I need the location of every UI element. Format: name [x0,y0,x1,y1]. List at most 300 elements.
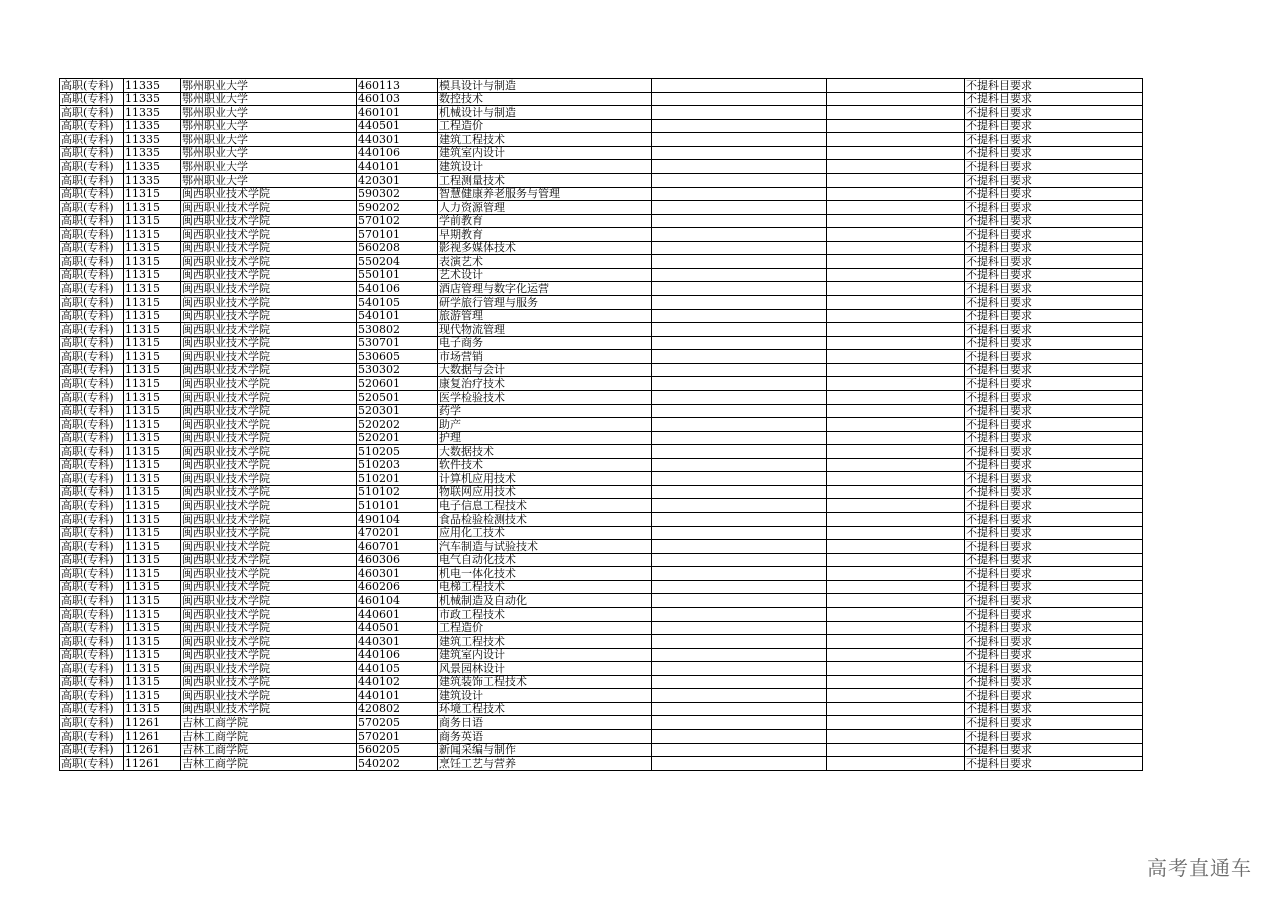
major-code-cell: 510101 [357,499,438,513]
major-name-cell: 建筑工程技术 [438,635,652,649]
blank-cell-a [652,119,827,133]
subject-requirement-cell: 不提科目要求 [965,607,1143,621]
blank-cell-b [827,323,965,337]
subject-requirement-cell: 不提科目要求 [965,418,1143,432]
major-code-cell: 460301 [357,567,438,581]
school-code-cell: 11261 [124,730,181,744]
subject-requirement-cell: 不提科目要求 [965,445,1143,459]
major-code-cell: 590302 [357,187,438,201]
subject-requirement-cell: 不提科目要求 [965,730,1143,744]
table-row [60,485,1143,499]
subject-requirement-cell: 不提科目要求 [965,336,1143,350]
school-code-cell: 11315 [124,594,181,608]
blank-cell-b [827,160,965,174]
school-name-cell: 闽西职业技术学院 [181,404,357,418]
school-name-cell: 闽西职业技术学院 [181,675,357,689]
table-row [60,526,1143,540]
school-name-cell: 鄂州职业大学 [181,119,357,133]
school-code-cell: 11315 [124,689,181,703]
table-row [60,730,1143,744]
major-name-cell: 研学旅行管理与服务 [438,296,652,310]
table-row [60,418,1143,432]
school-code-cell: 11315 [124,662,181,676]
level-cell: 高职(专科) [60,689,124,703]
major-code-cell: 440501 [357,119,438,133]
subject-requirement-cell: 不提科目要求 [965,282,1143,296]
blank-cell-b [827,119,965,133]
blank-cell-b [827,499,965,513]
school-name-cell: 闽西职业技术学院 [181,580,357,594]
blank-cell-b [827,173,965,187]
major-code-cell: 440301 [357,133,438,147]
major-name-cell: 影视多媒体技术 [438,241,652,255]
major-code-cell: 560205 [357,743,438,757]
blank-cell-a [652,282,827,296]
table-row [60,309,1143,323]
table-row [60,716,1143,730]
subject-requirement-cell: 不提科目要求 [965,485,1143,499]
school-code-cell: 11315 [124,296,181,310]
table-row [60,689,1143,703]
blank-cell-a [652,553,827,567]
major-code-cell: 440102 [357,675,438,689]
blank-cell-a [652,716,827,730]
school-name-cell: 闽西职业技术学院 [181,187,357,201]
major-code-cell: 510205 [357,445,438,459]
major-code-cell: 530802 [357,323,438,337]
major-name-cell: 人力资源管理 [438,201,652,215]
school-code-cell: 11315 [124,187,181,201]
major-name-cell: 计算机应用技术 [438,472,652,486]
school-code-cell: 11261 [124,716,181,730]
blank-cell-a [652,309,827,323]
major-code-cell: 440101 [357,160,438,174]
school-code-cell: 11261 [124,757,181,771]
school-name-cell: 吉林工商学院 [181,743,357,757]
school-name-cell: 闽西职业技术学院 [181,201,357,215]
major-code-cell: 440106 [357,146,438,160]
subject-requirement-cell: 不提科目要求 [965,648,1143,662]
school-name-cell: 闽西职业技术学院 [181,594,357,608]
major-name-cell: 现代物流管理 [438,323,652,337]
school-code-cell: 11335 [124,173,181,187]
blank-cell-b [827,363,965,377]
blank-cell-a [652,730,827,744]
level-cell: 高职(专科) [60,743,124,757]
table-body [60,79,1143,771]
school-name-cell: 闽西职业技术学院 [181,540,357,554]
table-row [60,499,1143,513]
blank-cell-b [827,336,965,350]
school-code-cell: 11315 [124,241,181,255]
level-cell: 高职(专科) [60,377,124,391]
major-name-cell: 电子信息工程技术 [438,499,652,513]
level-cell: 高职(专科) [60,336,124,350]
blank-cell-a [652,757,827,771]
major-name-cell: 市场营销 [438,350,652,364]
school-code-cell: 11315 [124,350,181,364]
level-cell: 高职(专科) [60,106,124,120]
school-code-cell: 11335 [124,146,181,160]
major-code-cell: 460113 [357,79,438,93]
subject-requirement-cell: 不提科目要求 [965,458,1143,472]
school-code-cell: 11335 [124,106,181,120]
major-code-cell: 570101 [357,228,438,242]
blank-cell-a [652,662,827,676]
level-cell: 高职(专科) [60,485,124,499]
school-code-cell: 11315 [124,431,181,445]
blank-cell-b [827,296,965,310]
school-name-cell: 闽西职业技术学院 [181,553,357,567]
level-cell: 高职(专科) [60,228,124,242]
blank-cell-b [827,92,965,106]
major-name-cell: 大数据技术 [438,445,652,459]
subject-requirement-cell: 不提科目要求 [965,268,1143,282]
school-name-cell: 鄂州职业大学 [181,160,357,174]
major-name-cell: 建筑工程技术 [438,133,652,147]
major-code-cell: 440601 [357,607,438,621]
blank-cell-a [652,607,827,621]
major-code-cell: 460206 [357,580,438,594]
school-name-cell: 闽西职业技术学院 [181,513,357,527]
blank-cell-b [827,282,965,296]
school-code-cell: 11315 [124,526,181,540]
blank-cell-a [652,268,827,282]
major-code-cell: 570205 [357,716,438,730]
subject-requirement-cell: 不提科目要求 [965,173,1143,187]
subject-requirement-cell: 不提科目要求 [965,133,1143,147]
school-name-cell: 鄂州职业大学 [181,146,357,160]
level-cell: 高职(专科) [60,323,124,337]
table-row [60,390,1143,404]
table-row [60,472,1143,486]
major-code-cell: 420301 [357,173,438,187]
level-cell: 高职(专科) [60,445,124,459]
school-code-cell: 11315 [124,513,181,527]
level-cell: 高职(专科) [60,296,124,310]
major-name-cell: 工程造价 [438,119,652,133]
blank-cell-a [652,92,827,106]
school-name-cell: 闽西职业技术学院 [181,445,357,459]
blank-cell-a [652,445,827,459]
blank-cell-a [652,106,827,120]
major-code-cell: 540106 [357,282,438,296]
subject-requirement-cell: 不提科目要求 [965,92,1143,106]
school-name-cell: 闽西职业技术学院 [181,418,357,432]
level-cell: 高职(专科) [60,702,124,716]
blank-cell-b [827,187,965,201]
blank-cell-a [652,513,827,527]
subject-requirement-cell: 不提科目要求 [965,743,1143,757]
major-name-cell: 模具设计与制造 [438,79,652,93]
subject-requirement-cell: 不提科目要求 [965,228,1143,242]
level-cell: 高职(专科) [60,350,124,364]
major-name-cell: 软件技术 [438,458,652,472]
blank-cell-a [652,567,827,581]
blank-cell-a [652,580,827,594]
level-cell: 高职(专科) [60,730,124,744]
blank-cell-a [652,323,827,337]
major-code-cell: 420802 [357,702,438,716]
level-cell: 高职(专科) [60,567,124,581]
blank-cell-b [827,445,965,459]
table-row [60,79,1143,93]
major-code-cell: 520202 [357,418,438,432]
blank-cell-a [652,173,827,187]
blank-cell-b [827,567,965,581]
level-cell: 高职(专科) [60,540,124,554]
school-name-cell: 吉林工商学院 [181,730,357,744]
school-code-cell: 11315 [124,377,181,391]
school-code-cell: 11315 [124,323,181,337]
table-row [60,445,1143,459]
blank-cell-b [827,757,965,771]
table-row [60,255,1143,269]
blank-cell-b [827,540,965,554]
school-name-cell: 吉林工商学院 [181,757,357,771]
major-code-cell: 460101 [357,106,438,120]
school-name-cell: 闽西职业技术学院 [181,526,357,540]
school-name-cell: 闽西职业技术学院 [181,214,357,228]
major-code-cell: 510203 [357,458,438,472]
major-code-cell: 530605 [357,350,438,364]
school-code-cell: 11315 [124,499,181,513]
table-row [60,458,1143,472]
level-cell: 高职(专科) [60,662,124,676]
blank-cell-b [827,716,965,730]
level-cell: 高职(专科) [60,146,124,160]
major-name-cell: 药学 [438,404,652,418]
blank-cell-b [827,485,965,499]
school-code-cell: 11315 [124,228,181,242]
major-name-cell: 学前教育 [438,214,652,228]
major-code-cell: 570201 [357,730,438,744]
blank-cell-a [652,241,827,255]
blank-cell-b [827,255,965,269]
school-code-cell: 11315 [124,485,181,499]
school-name-cell: 吉林工商学院 [181,716,357,730]
major-name-cell: 电梯工程技术 [438,580,652,594]
level-cell: 高职(专科) [60,526,124,540]
subject-requirement-cell: 不提科目要求 [965,255,1143,269]
major-name-cell: 酒店管理与数字化运营 [438,282,652,296]
subject-requirement-cell: 不提科目要求 [965,716,1143,730]
level-cell: 高职(专科) [60,607,124,621]
major-code-cell: 490104 [357,513,438,527]
major-name-cell: 建筑设计 [438,689,652,703]
table-row [60,350,1143,364]
subject-requirement-cell: 不提科目要求 [965,472,1143,486]
major-code-cell: 590202 [357,201,438,215]
school-name-cell: 闽西职业技术学院 [181,702,357,716]
blank-cell-b [827,214,965,228]
major-name-cell: 电气自动化技术 [438,553,652,567]
school-code-cell: 11315 [124,201,181,215]
blank-cell-b [827,648,965,662]
major-name-cell: 物联网应用技术 [438,485,652,499]
table-row [60,228,1143,242]
major-name-cell: 艺术设计 [438,268,652,282]
school-name-cell: 闽西职业技术学院 [181,323,357,337]
major-name-cell: 早期教育 [438,228,652,242]
subject-requirement-cell: 不提科目要求 [965,79,1143,93]
school-name-cell: 闽西职业技术学院 [181,255,357,269]
school-code-cell: 11315 [124,214,181,228]
level-cell: 高职(专科) [60,255,124,269]
level-cell: 高职(专科) [60,214,124,228]
school-name-cell: 闽西职业技术学院 [181,607,357,621]
blank-cell-b [827,472,965,486]
school-code-cell: 11315 [124,635,181,649]
blank-cell-b [827,526,965,540]
blank-cell-b [827,594,965,608]
major-code-cell: 460306 [357,553,438,567]
major-code-cell: 510102 [357,485,438,499]
blank-cell-a [652,133,827,147]
level-cell: 高职(专科) [60,282,124,296]
school-name-cell: 鄂州职业大学 [181,79,357,93]
blank-cell-b [827,675,965,689]
subject-requirement-cell: 不提科目要求 [965,513,1143,527]
table-row [60,513,1143,527]
blank-cell-a [652,472,827,486]
major-name-cell: 数控技术 [438,92,652,106]
school-name-cell: 闽西职业技术学院 [181,662,357,676]
school-code-cell: 11315 [124,445,181,459]
major-name-cell: 应用化工技术 [438,526,652,540]
major-code-cell: 460104 [357,594,438,608]
blank-cell-b [827,241,965,255]
table-row [60,241,1143,255]
level-cell: 高职(专科) [60,268,124,282]
level-cell: 高职(专科) [60,757,124,771]
level-cell: 高职(专科) [60,241,124,255]
blank-cell-a [652,255,827,269]
blank-cell-a [652,187,827,201]
subject-requirement-cell: 不提科目要求 [965,296,1143,310]
school-code-cell: 11315 [124,567,181,581]
level-cell: 高职(专科) [60,716,124,730]
table-row [60,662,1143,676]
blank-cell-b [827,79,965,93]
major-name-cell: 市政工程技术 [438,607,652,621]
major-name-cell: 智慧健康养老服务与管理 [438,187,652,201]
subject-requirement-cell: 不提科目要求 [965,702,1143,716]
level-cell: 高职(专科) [60,499,124,513]
level-cell: 高职(专科) [60,635,124,649]
blank-cell-a [652,635,827,649]
level-cell: 高职(专科) [60,79,124,93]
major-name-cell: 机械设计与制造 [438,106,652,120]
major-code-cell: 530302 [357,363,438,377]
blank-cell-b [827,702,965,716]
school-name-cell: 闽西职业技术学院 [181,268,357,282]
level-cell: 高职(专科) [60,675,124,689]
blank-cell-a [652,390,827,404]
major-code-cell: 440105 [357,662,438,676]
major-name-cell: 食品检验检测技术 [438,513,652,527]
level-cell: 高职(专科) [60,160,124,174]
table-row [60,336,1143,350]
school-code-cell: 11315 [124,309,181,323]
level-cell: 高职(专科) [60,418,124,432]
subject-requirement-cell: 不提科目要求 [965,363,1143,377]
blank-cell-a [652,201,827,215]
table-row [60,635,1143,649]
level-cell: 高职(专科) [60,431,124,445]
blank-cell-a [652,160,827,174]
school-code-cell: 11315 [124,553,181,567]
subject-requirement-cell: 不提科目要求 [965,635,1143,649]
major-name-cell: 工程造价 [438,621,652,635]
major-name-cell: 风景园林设计 [438,662,652,676]
school-code-cell: 11315 [124,255,181,269]
subject-requirement-cell: 不提科目要求 [965,499,1143,513]
school-name-cell: 闽西职业技术学院 [181,336,357,350]
level-cell: 高职(专科) [60,648,124,662]
major-code-cell: 440101 [357,689,438,703]
school-name-cell: 闽西职业技术学院 [181,363,357,377]
blank-cell-a [652,689,827,703]
blank-cell-a [652,743,827,757]
table-row [60,173,1143,187]
major-name-cell: 护理 [438,431,652,445]
school-code-cell: 11335 [124,160,181,174]
school-code-cell: 11315 [124,607,181,621]
school-code-cell: 11335 [124,92,181,106]
blank-cell-b [827,580,965,594]
blank-cell-b [827,513,965,527]
table-row [60,675,1143,689]
blank-cell-b [827,730,965,744]
major-name-cell: 环境工程技术 [438,702,652,716]
blank-cell-a [652,675,827,689]
school-code-cell: 11315 [124,404,181,418]
watermark-text: 高考直通车 [1147,856,1252,880]
school-name-cell: 闽西职业技术学院 [181,472,357,486]
subject-requirement-cell: 不提科目要求 [965,431,1143,445]
school-name-cell: 闽西职业技术学院 [181,377,357,391]
blank-cell-b [827,621,965,635]
blank-cell-a [652,526,827,540]
level-cell: 高职(专科) [60,133,124,147]
major-code-cell: 560208 [357,241,438,255]
subject-requirement-cell: 不提科目要求 [965,187,1143,201]
school-code-cell: 11315 [124,390,181,404]
subject-requirement-cell: 不提科目要求 [965,621,1143,635]
blank-cell-a [652,79,827,93]
major-name-cell: 建筑室内设计 [438,146,652,160]
table-row [60,540,1143,554]
level-cell: 高职(专科) [60,201,124,215]
school-code-cell: 11315 [124,418,181,432]
subject-requirement-cell: 不提科目要求 [965,540,1143,554]
subject-requirement-cell: 不提科目要求 [965,323,1143,337]
blank-cell-b [827,418,965,432]
blank-cell-a [652,336,827,350]
blank-cell-a [652,499,827,513]
school-name-cell: 闽西职业技术学院 [181,689,357,703]
table-row [60,363,1143,377]
table-row [60,160,1143,174]
subject-requirement-cell: 不提科目要求 [965,567,1143,581]
school-name-cell: 闽西职业技术学院 [181,350,357,364]
blank-cell-a [652,431,827,445]
blank-cell-a [652,350,827,364]
table-row [60,282,1143,296]
school-code-cell: 11315 [124,675,181,689]
major-code-cell: 570102 [357,214,438,228]
